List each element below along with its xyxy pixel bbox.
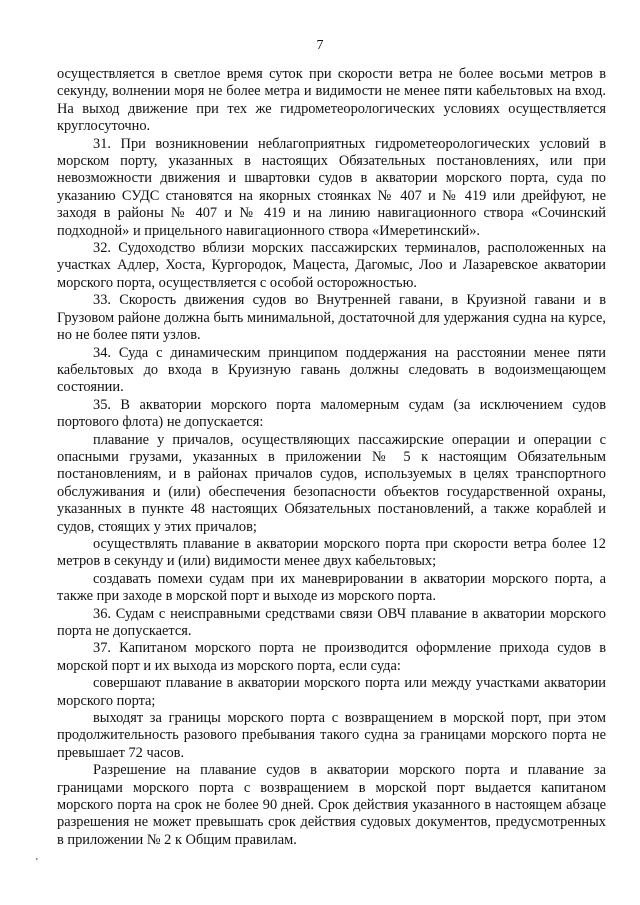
paragraph-35-item-3: создавать помехи судам при их маневрировании в акватории морского порта, а также при заходе в морской порт и выходе из морского порта.: [57, 570, 606, 605]
document-body: [57, 66, 606, 849]
paragraph-36: 36. Судам с неисправными средствами связи ОВЧ плавание в акватории морского порта не допускается.: [57, 605, 606, 639]
paragraph-35: 35. В акватории морского порта маломерным судам (за исключением судов портового флота) не допускается:: [57, 396, 606, 431]
paragraph-35-item-2: осуществлять плавание в акватории морского порта при скорости ветра более 12 метров в секунду и (или) видимости менее двух кабельтовых;: [57, 535, 606, 570]
scan-mark: ': [36, 857, 38, 868]
paragraph-33: 33. Скорость движения судов во Внутренней гавани, в Круизной гавани и в Грузовом районе должна быть минимальной, достаточной для удержания судна на курсе, но не более пяти узлов.: [57, 292, 606, 344]
paragraph-35-item-1: плавание у причалов, осуществляющих пассажирские операции и операции с опасными грузами, указанных в приложении № 5 к настоящим Обязательным постановлениям, и в районах причалов судов, используемых в целях транспортного обслуживания и (или) обеспечения безопасности объектов государственной охраны, указанных в пункте 48 настоящих Обязательных постановлений, а также кораблей и судов, стоящих у этих причалов;: [57, 431, 606, 535]
paragraph-34: 34. Суда с динамическим принципом поддержания на расстоянии менее пяти кабельтовых до входа в Круизную гавань должны следовать в водоизмещающем состоянии.: [57, 344, 606, 396]
paragraph-37-item-2: выходят за границы морского порта с возвращением в морской порт, при этом продолжительность разового пребывания такого судна за границами морского порта не превышает 72 часов.: [57, 710, 606, 761]
paragraph-31: 31. При возникновении неблагоприятных гидрометеорологических условий в морском порту, указанных в настоящих Обязательных постановлениях, или при невозможности движения и швартовки судов в акватории морского порта, суда по указанию СУДС становятся на якорных стоянках № 407 и № 419 или дрейфуют, не заходя в районы № 407 и № 419 и на линию навигационного створа «Сочинский подходной» и прицельного навигационного створа «Имеретинский».: [57, 135, 606, 239]
paragraph-37: 37. Капитаном морского порта не производится оформление прихода судов в морской порт и их выхода из морского порта, если суда:: [57, 640, 606, 674]
page-number: 7: [316, 38, 324, 53]
paragraph-permission: Разрешение на плавание судов в акватории морского порта и плавание за границами морского порта с возвращением в морской порт выдается капитаном морского порта на срок не более 90 дней. Срок действия указанного в настоящем абзаце разрешения не может превышать срок действия судовых документов, предусмотренных в приложении № 2 к Общим правилам.: [57, 762, 606, 848]
paragraph: осуществляется в светлое время суток при скорости ветра не более восьми метров в секунду, волнении моря не более метра и видимости не менее пяти кабельтовых на вход. На выход движение при тех же гидрометеорологических условиях осуществляется круглосуточно.: [57, 66, 606, 135]
paragraph-37-item-1: совершают плавание в акватории морского порта или между участками акватории морского порта;: [57, 675, 606, 709]
paragraph-32: 32. Судоходство вблизи морских пассажирских терминалов, расположенных на участках Адлер, Хоста, Кургородок, Мацеста, Дагомыс, Лоо и Лазаревское акватории морского порта, осуществляется с особой осторожностью.: [57, 240, 606, 291]
